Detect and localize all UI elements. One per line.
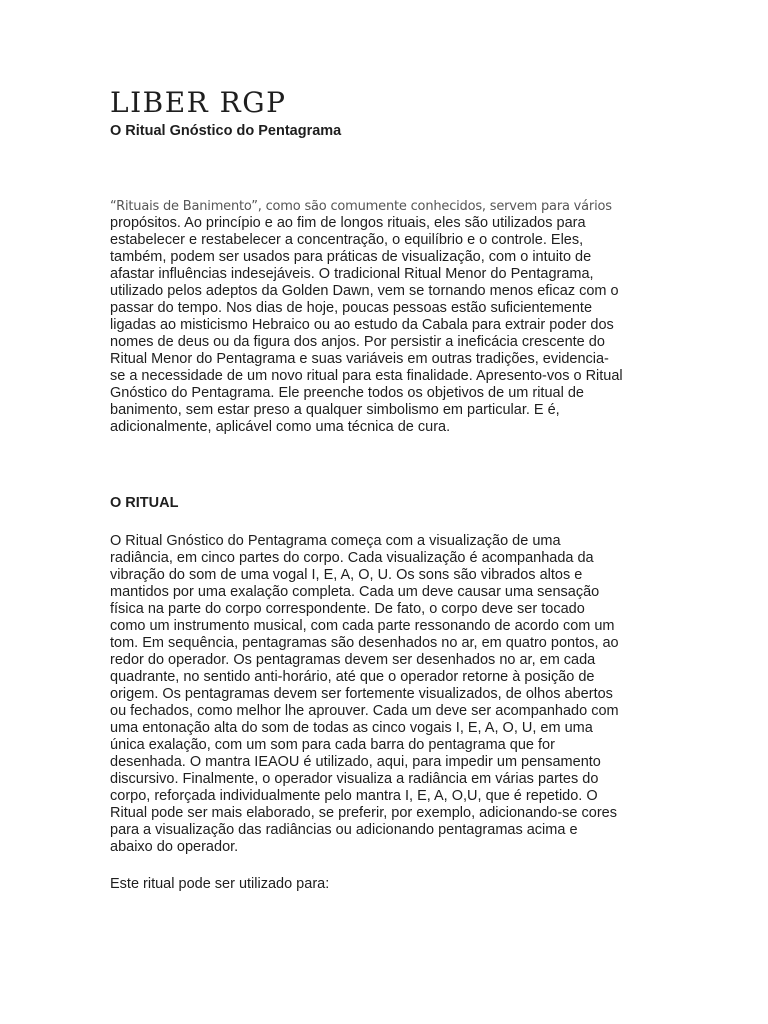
text-line: discursivo. Finalmente, o operador visualiza a radiância em várias partes do [110, 771, 599, 787]
intro-paragraph [110, 215, 665, 436]
ritual-paragraph [110, 533, 665, 856]
text-line: como um instrumento musical, com cada parte ressonando de acordo com um [110, 618, 615, 634]
text-line: para a visualização das radiâncias ou adicionando pentagramas acima e [110, 822, 578, 838]
text-line: propósitos. Ao princípio e ao fim de longos rituais, eles são utilizados para [110, 215, 586, 231]
text-line: Ritual Menor do Pentagrama e suas variáveis em outras tradições, evidencia- [110, 351, 609, 367]
text-line: nomes de deus ou da figura dos anjos. Por persistir a ineficácia crescente do [110, 334, 605, 350]
text-line: uma entonação alta do som de todas as cinco vogais I, E, A, O, U, em uma [110, 720, 593, 736]
section-heading-ritual: O RITUAL [110, 495, 179, 511]
text-line: física na parte do corpo correspondente. De fato, o corpo deve ser tocado [110, 601, 585, 617]
text-line: mantidos por uma exalação completa. Cada um deve causar uma sensação [110, 584, 600, 600]
text-line: abaixo do operador. [110, 839, 239, 855]
text-line: banimento, sem estar preso a qualquer simbolismo em particular. E é, [110, 402, 560, 418]
text-line: vibração do som de uma vogal I, E, A, O, U. Os sons são vibrados altos e [110, 567, 583, 583]
text-line: ligadas ao misticismo Hebraico ou ao estudo da Cabala para extrair poder dos [110, 317, 614, 333]
text-line: passar do tempo. Nos dias de hoje, poucas pessoas estão suficientemente [110, 300, 593, 316]
text-line: única exalação, com um som para cada barra do pentagrama que for [110, 737, 555, 753]
text-line: se a necessidade de um novo ritual para esta finalidade. Apresento-vos o Ritual [110, 368, 623, 384]
text-line: também, podem ser usados para práticas de visualização, com o intuito de [110, 249, 592, 265]
text-line: estabelecer e restabelecer a concentração, o equilíbrio e o controle. Eles, [110, 232, 584, 248]
closing-paragraph: Este ritual pode ser utilizado para: [110, 876, 330, 892]
text-line: afastar influências indesejáveis. O tradicional Ritual Menor do Pentagrama, [110, 266, 594, 282]
text-line: O Ritual Gnóstico do Pentagrama começa com a visualização de uma [110, 533, 561, 549]
intro-lead-line: “Rituais de Banimento”, como são comumente conhecidos, servem para vários [110, 199, 612, 214]
text-line: quadrante, no sentido anti-horário, até que o operador retorne à posição de [110, 669, 595, 685]
text-line: Gnóstico do Pentagrama. Ele preenche todos os objetivos de um ritual de [110, 385, 584, 401]
text-line: tom. Em sequência, pentagramas são desenhados no ar, em quatro pontos, ao [110, 635, 619, 651]
document-subtitle: O Ritual Gnóstico do Pentagrama [110, 123, 342, 139]
text-line: redor do operador. Os pentagramas devem ser desenhados no ar, em cada [110, 652, 596, 668]
text-line: ou fechados, como melhor lhe aprouver. Cada um deve ser acompanhado com [110, 703, 619, 719]
document-title: LIBER RGP [110, 86, 287, 119]
text-line: utilizado pelos adeptos da Golden Dawn, vem se tornando menos eficaz com o [110, 283, 619, 299]
text-line: corpo, reforçada individualmente pelo mantra I, E, A, O,U, que é repetido. O [110, 788, 598, 804]
text-line: radiância, em cinco partes do corpo. Cada visualização é acompanhada da [110, 550, 594, 566]
text-line: adicionalmente, aplicável como uma técnica de cura. [110, 419, 451, 435]
text-line: desenhada. O mantra IEAOU é utilizado, aqui, para impedir um pensamento [110, 754, 601, 770]
text-line: Ritual pode ser mais elaborado, se preferir, por exemplo, adicionando-se cores [110, 805, 617, 821]
text-line: origem. Os pentagramas devem ser fortemente visualizados, de olhos abertos [110, 686, 613, 702]
